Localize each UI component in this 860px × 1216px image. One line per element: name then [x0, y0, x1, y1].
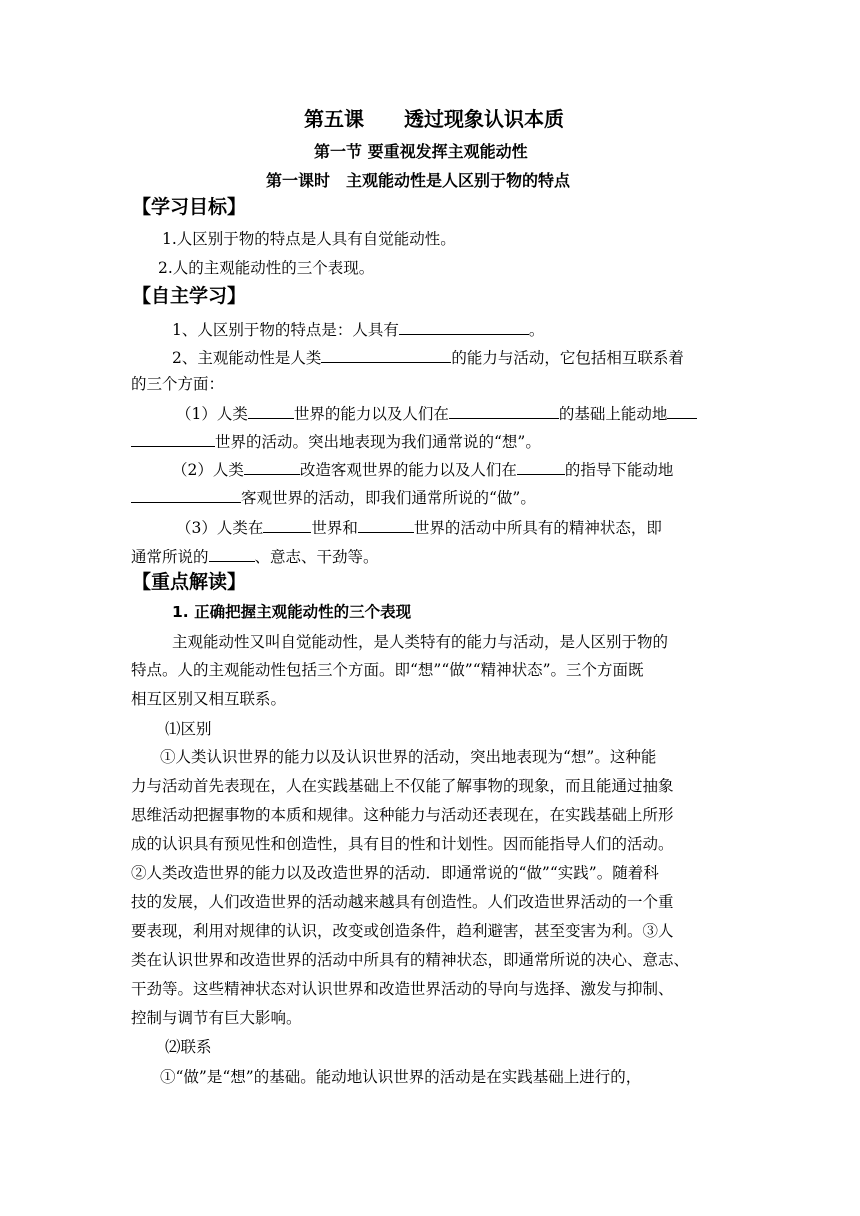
- question-text: 世界和: [311, 519, 358, 537]
- body-line: 干劲等。这些精神状态对认识世界和改造世界活动的导向与选择、激发与抑制、: [131, 980, 674, 998]
- answer-blank[interactable]: [667, 401, 697, 419]
- question-text: 的基础上能动地: [558, 405, 668, 423]
- question-2-3-cont: [131, 544, 379, 568]
- key-points-subheader: 1. 正确把握主观能动性的三个表现: [172, 603, 412, 621]
- question-text: 世界的活动中所具有的精神状态，即: [413, 519, 662, 537]
- question-2-2: [172, 457, 673, 481]
- question-text: 。: [528, 321, 545, 339]
- question-text: （2）人类: [172, 461, 244, 479]
- question-text: （3）人类在: [176, 519, 264, 537]
- body-line: ①“做”是“想”的基础。能动地认识世界的活动是在实践基础上进行的，: [160, 1068, 642, 1086]
- objective-item: 2.人的主观能动性的三个表现。: [158, 259, 375, 277]
- answer-blank[interactable]: [321, 345, 451, 363]
- answer-blank[interactable]: [209, 544, 255, 562]
- answer-blank[interactable]: [131, 429, 215, 447]
- objectives-header: 【学习目标】: [132, 196, 247, 218]
- body-line: 特点。人的主观能动性包括三个方面。即“想”“做”“精神状态”。三个方面既: [131, 661, 644, 679]
- lesson-title: 第五课 透过现象认识本质: [304, 107, 564, 131]
- answer-blank[interactable]: [399, 317, 529, 335]
- question-text: 1、人区别于物的特点是：人具有: [172, 321, 399, 339]
- answer-blank[interactable]: [248, 401, 294, 419]
- answer-blank[interactable]: [131, 485, 241, 503]
- question-text: 世界的活动。突出地表现为我们通常说的“想”。: [215, 433, 541, 451]
- question-text: 通常所说的: [131, 548, 209, 566]
- body-line: 要表现，利用对规律的认识，改变或创造条件，趋利避害，甚至变害为利。③人: [131, 922, 674, 940]
- question-text: （1）人类: [176, 405, 248, 423]
- question-text: 世界的能力以及人们在: [293, 405, 449, 423]
- body-line: 技的发展，人们改造世界的活动越来越具有创造性。人们改造世界活动的一个重: [131, 893, 674, 911]
- body-line: ⑵联系: [165, 1038, 212, 1056]
- answer-blank[interactable]: [358, 515, 414, 533]
- self-study-header: 【自主学习】: [132, 285, 247, 307]
- question-2-3: [176, 515, 662, 539]
- question-text: 2、主观能动性是人类: [172, 349, 322, 367]
- objective-item: 1.人区别于物的特点是人具有自觉能动性。: [162, 230, 456, 248]
- body-line: ⑴区别: [165, 720, 212, 738]
- question-text: 的能力与活动，它包括相互联系着: [451, 349, 684, 367]
- body-line: 相互区别又相互联系。: [131, 690, 287, 708]
- body-line: ①人类认识世界的能力以及认识世界的活动，突出地表现为“想”。这种能: [160, 748, 657, 766]
- question-2-cont: 的三个方面：: [131, 375, 225, 393]
- key-points-header: 【重点解读】: [132, 571, 247, 593]
- answer-blank[interactable]: [449, 401, 559, 419]
- question-text: 的指导下能动地: [564, 461, 674, 479]
- body-line: 主观能动性又叫自觉能动性，是人类特有的能力与活动，是人区别于物的: [172, 633, 669, 651]
- question-2: [172, 345, 684, 369]
- question-2-1: [176, 401, 697, 425]
- body-line: 控制与调节有巨大影响。: [131, 1009, 302, 1027]
- section-title: 第一节 要重视发挥主观能动性: [314, 142, 528, 161]
- period-title: 第一课时 主观能动性是人区别于物的特点: [266, 171, 571, 190]
- body-line: 成的认识具有预见性和创造性，具有目的性和计划性。因而能指导人们的活动。: [131, 835, 674, 853]
- question-text: 、意志、干劲等。: [254, 548, 379, 566]
- question-text: 客观世界的活动，即我们通常所说的“做”。: [241, 489, 536, 507]
- answer-blank[interactable]: [517, 457, 565, 475]
- question-1: [172, 317, 544, 341]
- question-text: 改造客观世界的能力以及人们在: [299, 461, 517, 479]
- answer-blank[interactable]: [244, 457, 300, 475]
- question-2-2-cont: [131, 485, 536, 509]
- answer-blank[interactable]: [263, 515, 311, 533]
- body-line: 思维活动把握事物的本质和规律。这种能力与活动还表现在，在实践基础上所形: [131, 806, 674, 824]
- body-line: 力与活动首先表现在，人在实践基础上不仅能了解事物的现象，而且能通过抽象: [131, 777, 674, 795]
- body-line: 类在认识世界和改造世界的活动中所具有的精神状态，即通常所说的决心、意志、: [131, 951, 690, 969]
- body-line: ②人类改造世界的能力以及改造世界的活动．即通常说的“做”“实践”。随着科: [131, 864, 659, 882]
- question-2-1-cont: [131, 429, 541, 453]
